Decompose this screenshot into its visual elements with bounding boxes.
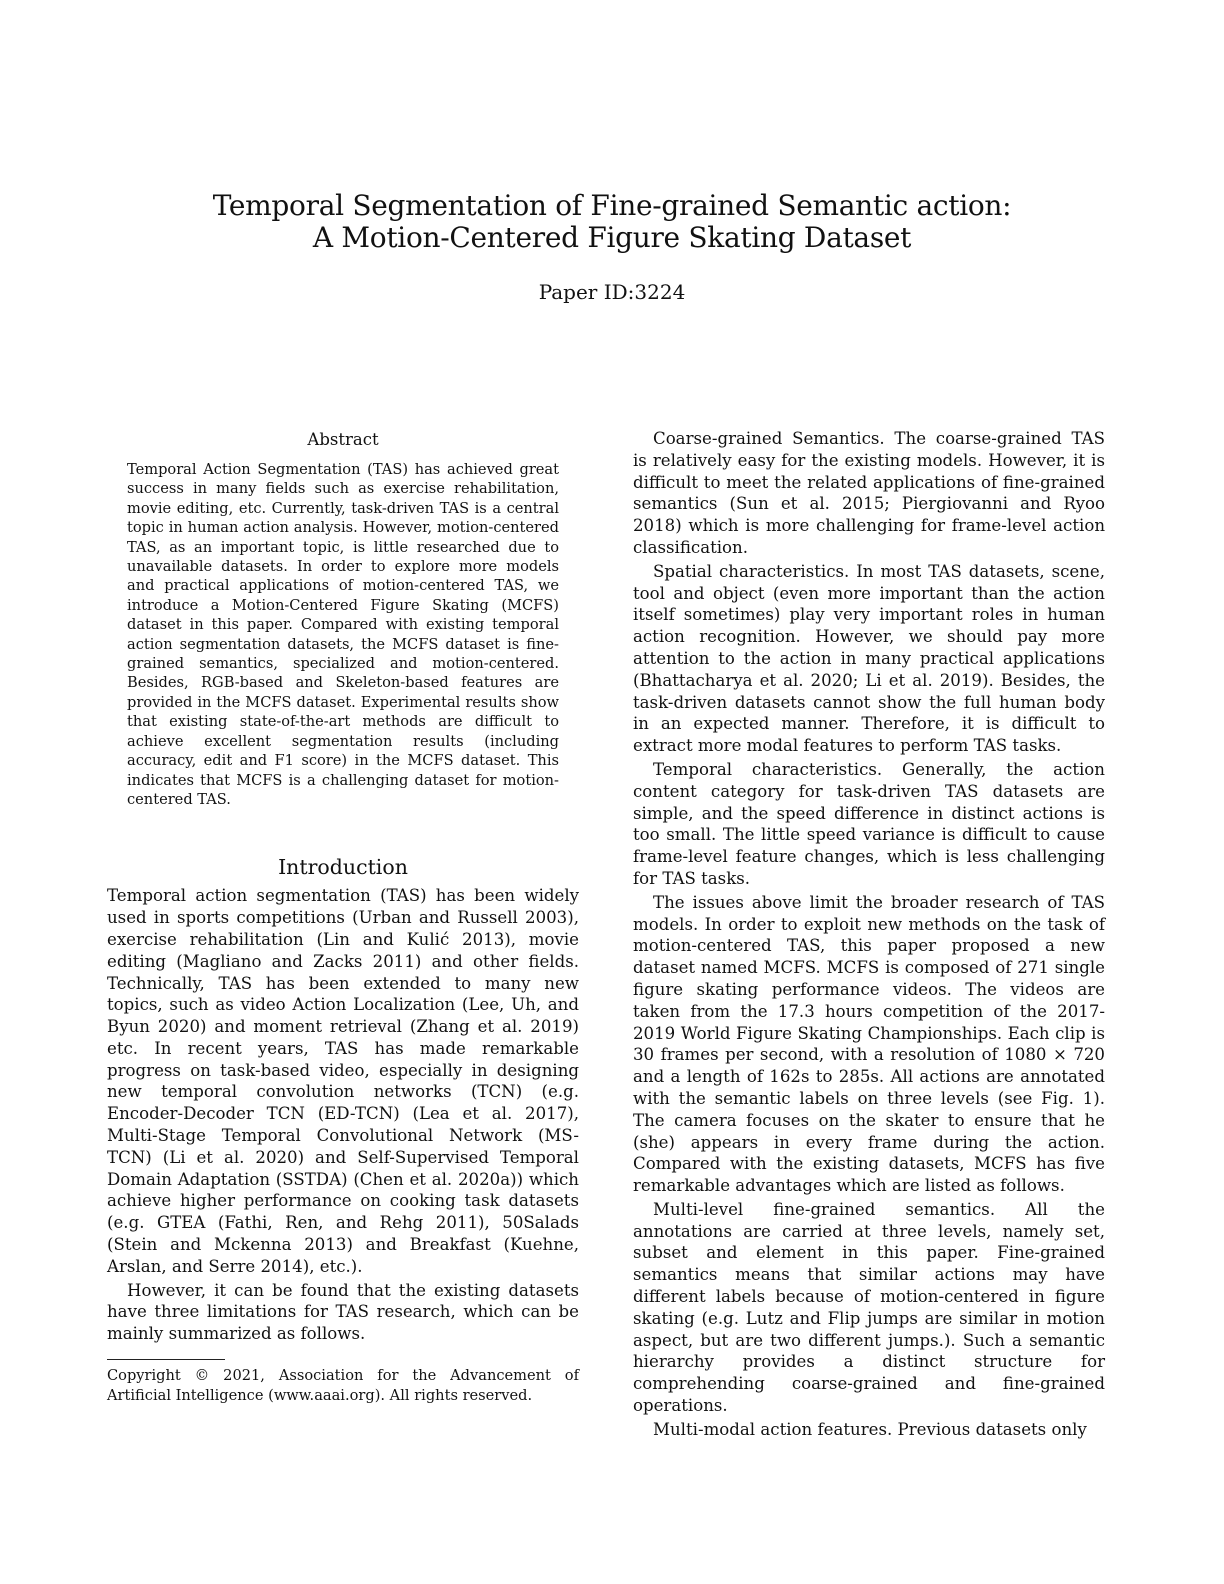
right-column: [633, 428, 1105, 1441]
introduction-paragraph: However, it can be found that the existing datasets have three limitations for TAS research, which can be mainly summarized as follows.: [107, 1280, 579, 1344]
left-column: [107, 428, 579, 1420]
copyright-footnote: Copyright © 2021, Association for the Advancement of Artificial Intelligence (www.aaai.org). All rights reserved.: [107, 1367, 579, 1404]
footnote-rule: [107, 1359, 225, 1360]
paper-id: Paper ID:3224: [538, 280, 686, 304]
paper-title-line-1: Temporal Segmentation of Fine-grained Semantic action:: [212, 189, 1012, 222]
body-paragraph: Multi-modal action features. Previous datasets only: [653, 1419, 1087, 1439]
abstract-body: Temporal Action Segmentation (TAS) has achieved great success in many fields such as exercise rehabilitation, movie editing, etc. Currently, task-driven TAS is a central topic in human action analysis. However, motion-centered TAS, as an important topic, is little researched due to unavailable datasets. In order to explore more models and practical applications of motion-centered TAS, we introduce a Motion-Centered Figure Skating (MCFS) dataset in this paper. Compared with existing temporal action segmentation datasets, the MCFS dataset is fine-grained semantics, specialized and motion-centered. Besides, RGB-based and Skeleton-based features are provided in the MCFS dataset. Experimental results show that existing state-of-the-art methods are difficult to achieve excellent segmentation results (including accuracy, edit and F1 score) in the MCFS dataset. This indicates that MCFS is a challenging dataset for motion-centered TAS.: [127, 461, 559, 808]
body-paragraph: Multi-level fine-grained semantics. All the annotations are carried at three levels, namely set, subset and element in this paper. Fine-grained semantics means that similar actions may have different labels because of motion-centered in figure skating (e.g. Lutz and Flip jumps are similar in motion aspect, but are two different jumps.). Such a semantic hierarchy provides a distinct structure for comprehending coarse-grained and fine-grained operations.: [633, 1199, 1105, 1416]
title-block: [0, 190, 1224, 304]
body-paragraph: Coarse-grained Semantics. The coarse-grained TAS is relatively easy for the existing models. However, it is difficult to meet the related applications of fine-grained semantics (Sun et al. 2015; Piergiovanni and Ryoo 2018) which is more challenging for frame-level action classification.: [633, 429, 1105, 557]
introduction-paragraph: Temporal action segmentation (TAS) has been widely used in sports competitions (Urban and Russell 2003), exercise rehabilitation (Lin and Kulić 2013), movie editing (Magliano and Zacks 2011) and other fields. Technically, TAS has been extended to many new topics, such as video Action Localization (Lee, Uh, and Byun 2020) and moment retrieval (Zhang et al. 2019) etc. In recent years, TAS has made remarkable progress on task-based video, especially in designing new temporal convolution networks (TCN) (e.g. Encoder-Decoder TCN (ED-TCN) (Lea et al. 2017), Multi-Stage Temporal Convolutional Network (MS-TCN) (Li et al. 2020) and Self-Supervised Temporal Domain Adaptation (SSTDA) (Chen et al. 2020a)) which achieve higher performance on cooking task datasets (e.g. GTEA (Fathi, Ren, and Rehg 2011), 50Salads (Stein and Mckenna 2013) and Breakfast (Kuehne, Arslan, and Serre 2014), etc.).: [107, 886, 579, 1276]
body-paragraph: Temporal characteristics. Generally, the action content category for task-driven TAS datasets are simple, and the speed difference in distinct actions is too small. The little speed variance is difficult to cause frame-level feature changes, which is less challenging for TAS tasks.: [633, 759, 1105, 888]
abstract-heading: Abstract: [307, 430, 379, 449]
paper-title-line-2: A Motion-Centered Figure Skating Dataset: [312, 221, 912, 254]
body-paragraph: Spatial characteristics. In most TAS datasets, scene, tool and object (even more important than the action itself sometimes) play very important roles in human action recognition. However, we should pay more attention to the action in many practical applications (Bhattacharya et al. 2020; Li et al. 2019). Besides, the task-driven datasets cannot show the full human body in an expected manner. Therefore, it is difficult to extract more modal features to perform TAS tasks.: [633, 561, 1105, 756]
body-paragraph: The issues above limit the broader research of TAS models. In order to exploit new methods on the task of motion-centered TAS, this paper proposed a new dataset named MCFS. MCFS is composed of 271 single figure skating performance videos. The videos are taken from the 17.3 hours competition of the 2017-2019 World Figure Skating Championships. Each clip is 30 frames per second, with a resolution of 1080 × 720 and a length of 162s to 285s. All actions are annotated with the semantic labels on three levels (see Fig. 1). The camera focuses on the skater to ensure that he (she) appears in every frame during the action. Compared with the existing datasets, MCFS has five remarkable advantages which are listed as follows.: [633, 892, 1105, 1196]
introduction-heading: Introduction: [278, 855, 408, 880]
